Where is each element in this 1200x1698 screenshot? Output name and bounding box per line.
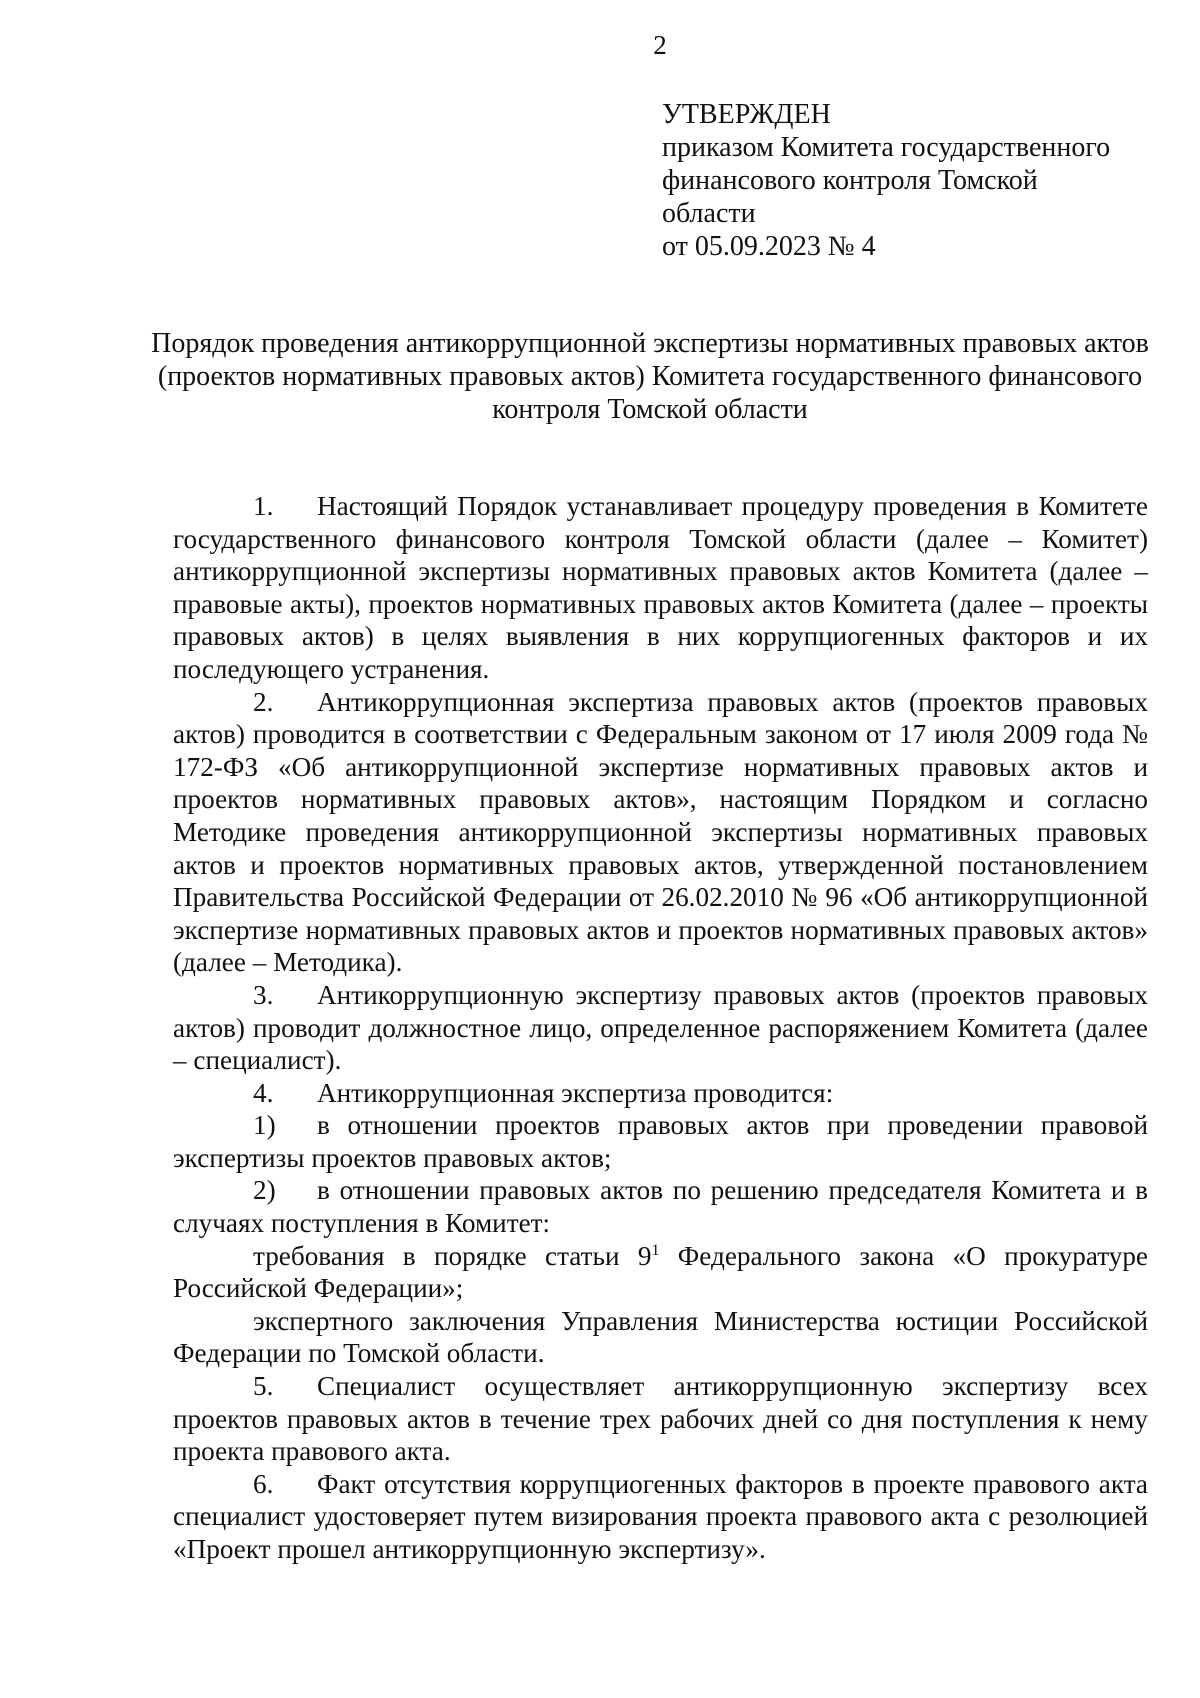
paragraph-5 [173, 1370, 1148, 1468]
paragraph-number: 2. [253, 686, 274, 717]
subparagraph-1 [173, 1109, 1148, 1174]
paragraph-number: 1) [253, 1110, 276, 1141]
paragraph-text-after: Федерального закона «О прокуратуре Российской Федерации»; [173, 1240, 1148, 1304]
paragraph-2 [173, 686, 1148, 979]
paragraph-text: Антикоррупционная экспертиза правовых актов (проектов правовых актов) проводится в соответствии с Федеральным законом от 17 июля 2009 года № 172-ФЗ «Об антикоррупционной экспертизе нормативных правовых актов и проектов нормативных правовых актов», настоящим Порядком и согласно Методике проведения антикоррупционной экспертизы нормативных правовых актов и проектов нормативных правовых актов, утвержденной постановлением Правительства Российской Федерации от 26.02.2010 № 96 «Об антикоррупционной экспертизе нормативных правовых актов и проектов нормативных правовых актов» (далее – Методика). [173, 686, 1148, 978]
approval-line-1: приказом Комитета государственного [662, 132, 1111, 163]
paragraph-text: Антикоррупционную экспертизу правовых актов (проектов правовых актов) проводит должностное лицо, определенное распоряжением Комитета (далее – специалист). [173, 979, 1148, 1076]
document-title: Порядок проведения антикоррупционной экспертизы нормативных правовых актов (проектов нормативных правовых актов) Комитета государственного финансового контроля Томской области [151, 328, 1149, 425]
approval-stamp-block [662, 98, 1142, 263]
paragraph-number: 4. [253, 1077, 274, 1108]
paragraph-text: Факт отсутствия коррупциогенных факторов в проекте правового акта специалист удостоверяет путем визирования проекта правового акта с резолюцией «Проект прошел антикоррупционную экспертизу». [173, 1468, 1148, 1564]
paragraph-text: в отношении правовых актов по решению председателя Комитета и в случаях поступления в Комитет: [173, 1175, 1148, 1239]
paragraph-text: Специалист осуществляет антикоррупционную экспертизу всех проектов правовых актов в течение трех рабочих дней со дня поступления к нему проекта правового акта. [173, 1371, 1148, 1467]
subparagraph-2 [173, 1174, 1148, 1239]
paragraph-4 [173, 1077, 1148, 1110]
paragraph-number: 2) [253, 1175, 276, 1206]
approval-heading: УТВЕРЖДЕН [662, 99, 831, 130]
paragraph-text: Настоящий Порядок устанавливает процедуру проведения в Комитете государственного финансового контроля Томской области (далее – Комитет) антикоррупционной экспертизы нормативных правовых актов Комитета (далее – правовые акты), проектов нормативных правовых актов Комитета (далее – проекты правовых актов) в целях выявления в них коррупциогенных факторов и их последующего устранения. [173, 491, 1148, 684]
approval-line-2: финансового контроля Томской [662, 165, 1038, 196]
approval-date-number: от 05.09.2023 № 4 [662, 231, 876, 262]
paragraph-prosecutor-requirement [173, 1240, 1148, 1305]
paragraph-text: Антикоррупционная экспертиза проводится: [317, 1077, 834, 1108]
paragraph-text-before: требования в порядке статьи 9 [253, 1240, 652, 1271]
paragraph-text: в отношении проектов правовых актов при проведении правовой экспертизы проектов правовых актов; [173, 1110, 1148, 1173]
paragraph-number: 5. [253, 1371, 274, 1402]
paragraph-justice-conclusion [173, 1305, 1148, 1370]
approval-line-3: области [662, 198, 756, 229]
superscript: 1 [651, 1241, 660, 1259]
page-number: 2 [653, 30, 667, 60]
paragraph-3 [173, 979, 1148, 1077]
paragraph-number: 1. [253, 491, 274, 521]
paragraph-number: 6. [253, 1468, 274, 1499]
paragraph-number: 3. [253, 979, 274, 1010]
paragraph-1 [173, 490, 1148, 686]
paragraph-text: экспертного заключения Управления Министерства юстиции Российской Федерации по Томской области. [173, 1305, 1148, 1369]
paragraph-6 [173, 1468, 1148, 1566]
document-body [173, 490, 1148, 1566]
